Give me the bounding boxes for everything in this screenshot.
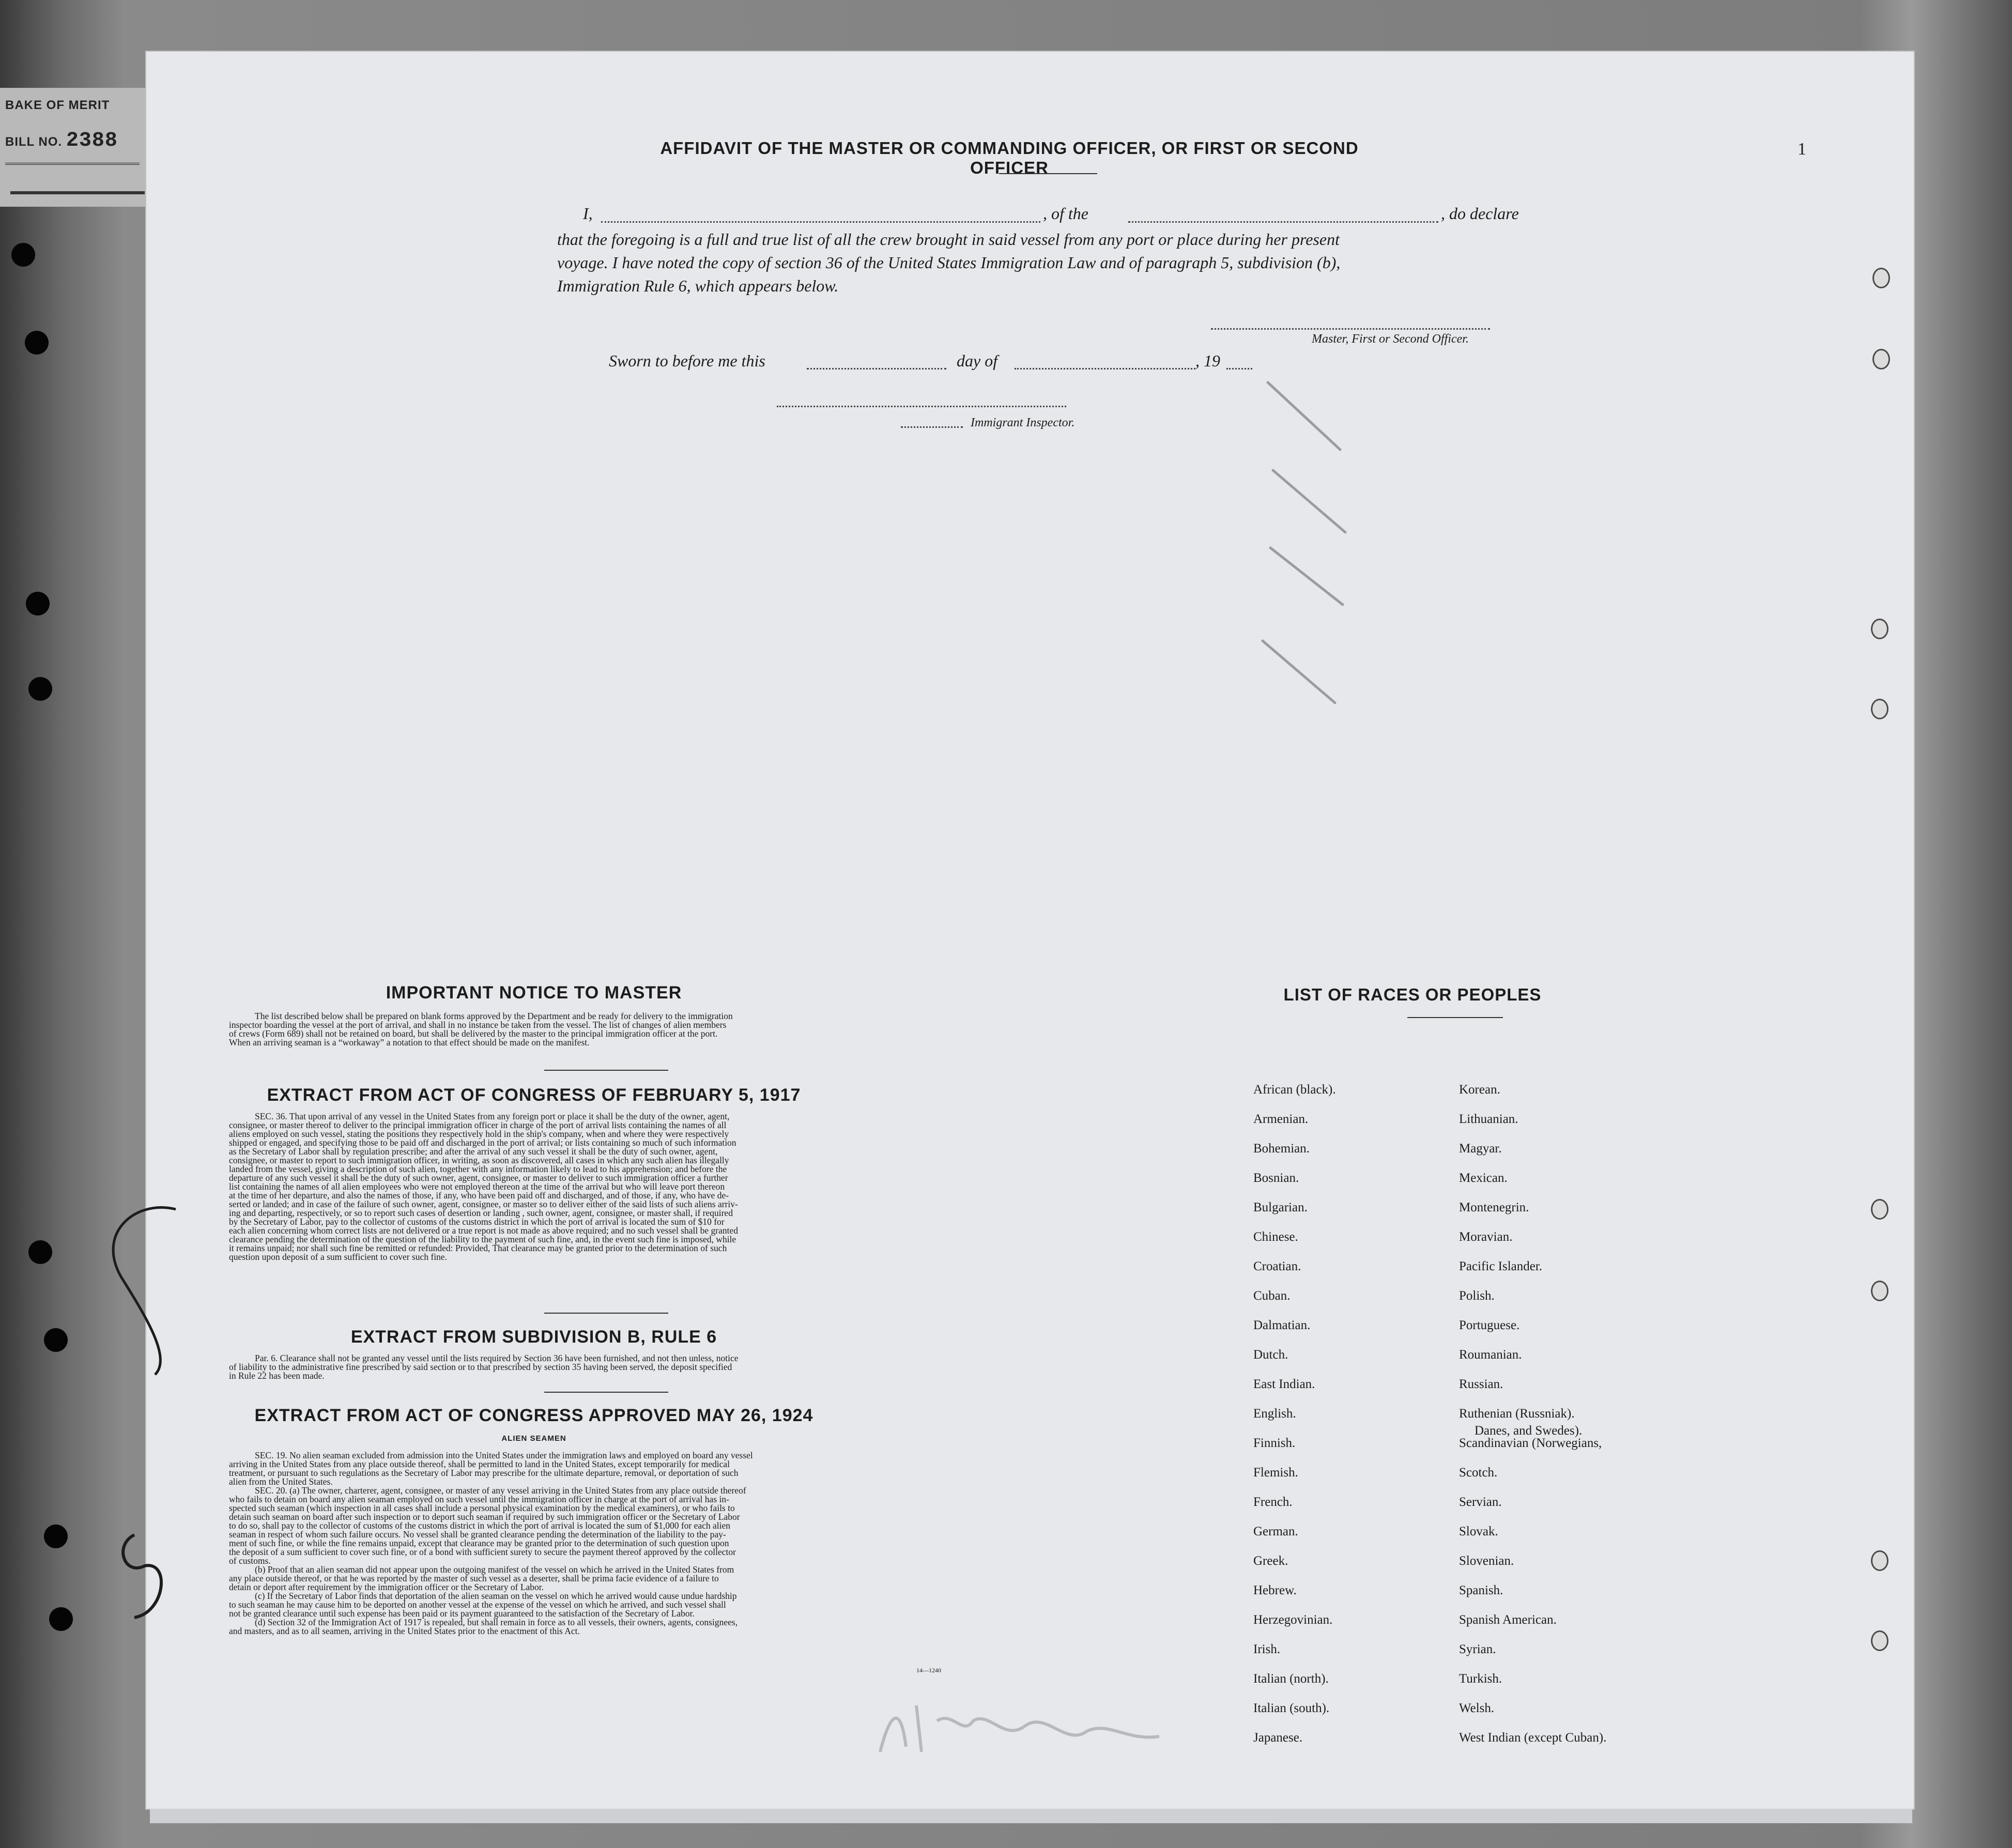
extract-line: ing and departing, respectively, or so to report such cases of desertion or landing , such owner, agent, consignee, or master shall, if required	[229, 1208, 733, 1218]
race-item: Finnish.	[1253, 1436, 1296, 1450]
extract-1924-line: seaman in respect of whom such failure occurs. No vessel shall be granted clearance pending the determination of the liability to the pay-	[229, 1529, 726, 1539]
ledger-stub	[0, 88, 155, 207]
extract-line: consignee, or master thereof to deliver to the principal immigration officer in charge of the port of arrival lists containing the names of all	[229, 1120, 727, 1130]
race-item: Pacific Islander.	[1459, 1259, 1543, 1273]
extract-1924-line: (d) Section 32 of the Immigration Act of 1917 is repealed, but shall remain in force as to all vessels, their owners, agents, consignees,	[255, 1617, 738, 1627]
form-number: 14—1240	[916, 1667, 941, 1674]
race-item: Magyar.	[1459, 1142, 1502, 1156]
sworn-prefix: Sworn to before me this	[609, 351, 765, 370]
extract-1924-line: (b) Proof that an alien seaman did not appear upon the outgoing manifest of the vessel on which he arrived in the United States from	[255, 1564, 734, 1575]
affidavit-title: AFFIDAVIT OF THE MASTER OR COMMANDING OFFICER, OR FIRST OR SECOND OFFICER	[660, 138, 1359, 177]
extract-line: question upon deposit of a sum sufficient to cover such fine.	[229, 1252, 448, 1262]
extract-1924-line: any place outside thereof, or that he was reported by the master of such vessel as a deserter, shall be prima facie evidence of a failure to	[229, 1573, 719, 1583]
ditto-marks	[1257, 372, 1361, 723]
race-item: Croatian.	[1253, 1259, 1301, 1273]
rule6-line: of liability to the administrative fine prescribed by said section or to that prescribed by section 35 having been served, the deposit specified	[229, 1362, 732, 1372]
race-item: Irish.	[1253, 1642, 1281, 1656]
faint-signature	[870, 1690, 1180, 1767]
race-item: Moravian.	[1459, 1230, 1513, 1244]
extract-line: each alien concerning whom correct lists are not delivered or a true report is not made as above required; and no such vessel shall be granted	[229, 1225, 738, 1236]
extract-line: as the Secretary of Labor shall by regulation prescribe; and after the arrival of any such vessel it shall be the duty of such owner, agent,	[229, 1146, 718, 1157]
race-item: Portuguese.	[1459, 1318, 1520, 1332]
right-hole	[1872, 268, 1890, 288]
rule6-line: Par. 6. Clearance shall not be granted any vessel until the lists required by Section 36 have been furnished, and not then unless, notice	[255, 1353, 739, 1363]
inspector-label: Immigrant Inspector.	[971, 416, 1075, 429]
race-item: Russian.	[1459, 1377, 1503, 1391]
inspector-signature-line[interactable]	[777, 406, 1066, 407]
race-item: West Indian (except Cuban).	[1459, 1731, 1607, 1745]
races-rule	[1407, 1017, 1503, 1018]
vessel-blank[interactable]	[1128, 221, 1438, 223]
extract-line: it remains unpaid; nor shall such fine be remitted or refunded: Provided, That clearance may be granted prior to the determination of such	[229, 1243, 727, 1253]
race-item: French.	[1253, 1495, 1293, 1509]
race-item: East Indian.	[1253, 1377, 1315, 1391]
race-item: Flemish.	[1253, 1466, 1298, 1480]
race-item: Spanish American.	[1459, 1613, 1557, 1627]
sworn-day-blank[interactable]	[807, 368, 946, 369]
race-item: African (black).	[1253, 1083, 1336, 1097]
right-hole	[1871, 1630, 1888, 1651]
race-item: Scandinavian (Norwegians,	[1459, 1436, 1602, 1450]
race-item: Lithuanian.	[1459, 1112, 1518, 1126]
extract-1924-line: who fails to detain on board any alien seaman employed on such vessel until the immigration officer in charge at the port of arrival has in-	[229, 1494, 729, 1504]
right-hole	[1872, 349, 1890, 369]
stub-rule	[5, 163, 140, 165]
race-item: Servian.	[1459, 1495, 1502, 1509]
extract-1924-line: to such seaman he may cause him to be deported on another vessel at the expense of the vessel on which he arrived, and such vessel shall	[229, 1599, 726, 1610]
race-item: English.	[1253, 1407, 1296, 1421]
race-item: Japanese.	[1253, 1731, 1303, 1745]
race-item: Turkish.	[1459, 1672, 1502, 1686]
binder-hole	[28, 677, 52, 701]
section-rule	[544, 1392, 668, 1393]
race-item: Bulgarian.	[1253, 1200, 1308, 1214]
extract-line: departure of any such vessel it shall be the duty of such owner, agent, consignee, or master to deliver to such immigration officer a further	[229, 1173, 728, 1183]
race-item: Armenian.	[1253, 1112, 1309, 1126]
notice-body	[229, 1012, 844, 1047]
master-signature-label: Master, First or Second Officer.	[1312, 332, 1469, 346]
right-hole	[1871, 619, 1888, 639]
extract-1924-line: (c) If the Secretary of Labor finds that deportation of the alien seaman on the vessel on which he arrived would cause undue hardship	[255, 1591, 737, 1601]
sworn-year-blank[interactable]	[1226, 368, 1252, 369]
extract-line: landed from the vessel, giving a description of such alien, together with any information likely to lead to his apprehension; and before the	[229, 1164, 727, 1174]
race-item: Roumanian.	[1459, 1348, 1522, 1362]
extract-1924-line: spected such seaman (which inspection in all cases shall include a personal physical examination by the medical examiners), or who fails to	[229, 1503, 735, 1513]
extract-1924-line: to do so, shall pay to the collector of customs of the customs district in which the port of arrival is located the sum of $1,000 for each alien	[229, 1520, 731, 1531]
corner-mark: 1	[1798, 140, 1806, 159]
extract-1924-body	[229, 1451, 844, 1636]
affidavit-line-3: voyage. I have noted the copy of section 36 of the United States Immigration Law and of paragraph 5, subdivision (b),	[557, 253, 1341, 272]
rule6-line: in Rule 22 has been made.	[229, 1370, 325, 1381]
stub-bill-number: BILL NO. 2388	[5, 129, 118, 152]
notice-title: IMPORTANT NOTICE TO MASTER	[386, 983, 682, 1003]
race-item: Greek.	[1253, 1554, 1288, 1568]
sworn-year: , 19	[1195, 351, 1220, 370]
right-hole	[1871, 1199, 1888, 1220]
race-item: Spanish.	[1459, 1583, 1503, 1597]
extract-line: consignee, or master to report to such immigration officer, in writing, as soon as discovered, all cases in which any such alien has illegally	[229, 1155, 729, 1165]
inspector-signature-line-2[interactable]	[901, 426, 963, 428]
extract-1917-title: EXTRACT FROM ACT OF CONGRESS OF FEBRUARY 5, 1917	[267, 1085, 801, 1105]
right-hole	[1871, 699, 1888, 719]
race-item: German.	[1253, 1524, 1298, 1538]
race-item: Dalmatian.	[1253, 1318, 1311, 1332]
race-item: Korean.	[1459, 1083, 1500, 1097]
extract-line: serted or landed; and in case of the failure of such owner, agent, consignee, or master so to deliver either of the said lists of such aliens arriv-	[229, 1199, 738, 1209]
extract-line: list containing the names of all alien employees who were not employed thereon at the time of the arrival but who will leave port thereon	[229, 1181, 725, 1192]
race-item: Slovak.	[1459, 1524, 1498, 1538]
sworn-day-of: day of	[957, 351, 998, 370]
title-rule	[999, 173, 1097, 174]
rule6-title: EXTRACT FROM SUBDIVISION B, RULE 6	[350, 1327, 717, 1347]
extract-line: SEC. 36. That upon arrival of any vessel in the United States from any foreign port or place it shall be the duty of the owner, agent,	[255, 1111, 730, 1121]
race-item: Slovenian.	[1459, 1554, 1514, 1568]
binder-hole	[25, 331, 49, 355]
extract-1917-body	[229, 1112, 844, 1261]
extract-line: aliens employed on such vessel, stating the positions they respectively hold in the ship's company, when and where they were respectively	[229, 1129, 729, 1139]
page-edge	[150, 1809, 1912, 1823]
race-item: Italian (north).	[1253, 1672, 1329, 1686]
extract-1924-line: of customs.	[229, 1556, 271, 1566]
race-item: Mexican.	[1459, 1171, 1508, 1185]
race-item-continuation: Danes, and Swedes).	[1475, 1424, 1583, 1438]
extract-1924-line: SEC. 19. No alien seaman excluded from admission into the United States under the immigration laws and employed on board any vessel	[255, 1450, 753, 1460]
affidavit-of-the: , of the	[1043, 204, 1088, 223]
stub-bar	[10, 191, 145, 194]
extract-1924-subtitle: ALIEN SEAMEN	[501, 1434, 566, 1443]
extract-1924-line: detain such seaman on board after such inspection or to deport such seaman if required by such immigration officer or the Secretary of Labor	[229, 1512, 740, 1522]
race-item: Dutch.	[1253, 1348, 1288, 1362]
race-item: Ruthenian (Russniak).	[1459, 1407, 1575, 1421]
extract-1924-line: treatment, or pursuant to such regulations as the Secretary of Labor may prescribe for the ultimate departure, removal, or deportation of such	[229, 1468, 739, 1478]
race-item: Herzegovinian.	[1253, 1613, 1333, 1627]
notice-line: The list described below shall be prepared on blank forms approved by the Department and be ready for delivery to the immigration	[255, 1011, 733, 1021]
rule6-body	[229, 1354, 844, 1380]
race-item: Bohemian.	[1253, 1142, 1310, 1156]
extract-1924-line: and masters, and as to all seamen, arriving in the United States prior to the enactment of this Act.	[229, 1626, 580, 1636]
extract-line: clearance pending the determination of the question of the liability to the payment of such fine, and, in the event such fine is imposed, while	[229, 1234, 736, 1244]
extract-line: at the time of her departure, and also the names of those, if any, who have been paid off and discharged, and of those, if any, who have de-	[229, 1190, 729, 1200]
affidavit-declare: , do declare	[1441, 204, 1519, 223]
extract-1924-line: arriving in the United States from any place outside thereof, shall be permitted to land in the United States, except temporarily for medical	[229, 1459, 730, 1469]
affidavit-line-4: Immigration Rule 6, which appears below.	[557, 276, 839, 295]
form-page	[146, 52, 1914, 1809]
race-item: Scotch.	[1459, 1466, 1498, 1480]
binder-hole	[26, 592, 50, 615]
race-item: Montenegrin.	[1459, 1200, 1529, 1214]
affidavit-i: I,	[583, 204, 593, 223]
master-signature-line[interactable]	[1211, 328, 1490, 330]
section-rule	[544, 1313, 668, 1314]
binder-hole	[11, 243, 35, 267]
extract-1924-line: the deposit of a sum sufficient to cover such fine, or of a bond with sufficient surety to secure the payment thereof approved by the collector	[229, 1547, 736, 1557]
right-hole	[1871, 1281, 1888, 1301]
notice-line: of crews (Form 689) shall not be retained on board, but shall be delivered by the master to the principal immigration officer at the port.	[229, 1028, 718, 1039]
extract-1924-line: alien from the United States.	[229, 1476, 333, 1487]
race-item: Syrian.	[1459, 1642, 1496, 1656]
races-title: LIST OF RACES OR PEOPLES	[1283, 985, 1542, 1004]
stub-label: BAKE OF MERIT	[5, 98, 110, 112]
sworn-month-blank[interactable]	[1015, 368, 1195, 369]
extract-1924-line: detain or deport after requirement by the immigration officer or the Secretary of Labor.	[229, 1582, 544, 1592]
race-item: Hebrew.	[1253, 1583, 1297, 1597]
race-item: Bosnian.	[1253, 1171, 1299, 1185]
extract-1924-title: EXTRACT FROM ACT OF CONGRESS APPROVED MAY 26, 1924	[254, 1406, 813, 1425]
extract-line: by the Secretary of Labor, pay to the collector of customs of the customs district in which the port of arrival is located the sum of $10 for	[229, 1216, 725, 1227]
race-item: Polish.	[1459, 1289, 1495, 1303]
extract-line: shipped or engaged, and specifying those to be paid off and discharged in the port of arrival; or lists containing so much of such information	[229, 1137, 736, 1148]
notice-line: When an arriving seaman is a “workaway” a notation to that effect should be made on the manifest.	[229, 1037, 590, 1048]
section-rule	[544, 1070, 668, 1071]
race-item: Italian (south).	[1253, 1701, 1330, 1715]
affidavit-line-2: that the foregoing is a full and true list of all the crew brought in said vessel from any port or place during her present	[557, 230, 1340, 249]
race-item: Welsh.	[1459, 1701, 1495, 1715]
name-blank[interactable]	[601, 221, 1040, 223]
notice-line: inspector boarding the vessel at the port of arrival, and shall in no instance be taken from the vessel. The list of changes of alien members	[229, 1020, 727, 1030]
extract-1924-line: not be granted clearance until such expense has been paid or its payment guaranteed to the satisfaction of the Secretary of Labor.	[229, 1608, 695, 1619]
extract-1924-line: ment of such fine, or while the fine remains unpaid, except that clearance may be granted prior to the determination of such question upon	[229, 1538, 729, 1548]
right-hole	[1871, 1550, 1888, 1571]
extract-1924-line: SEC. 20. (a) The owner, charterer, agent, consignee, or master of any vessel arriving in the United States from any place outside thereof	[255, 1485, 746, 1496]
race-item: Cuban.	[1253, 1289, 1291, 1303]
margin-scribble	[47, 1204, 181, 1628]
race-item: Chinese.	[1253, 1230, 1298, 1244]
